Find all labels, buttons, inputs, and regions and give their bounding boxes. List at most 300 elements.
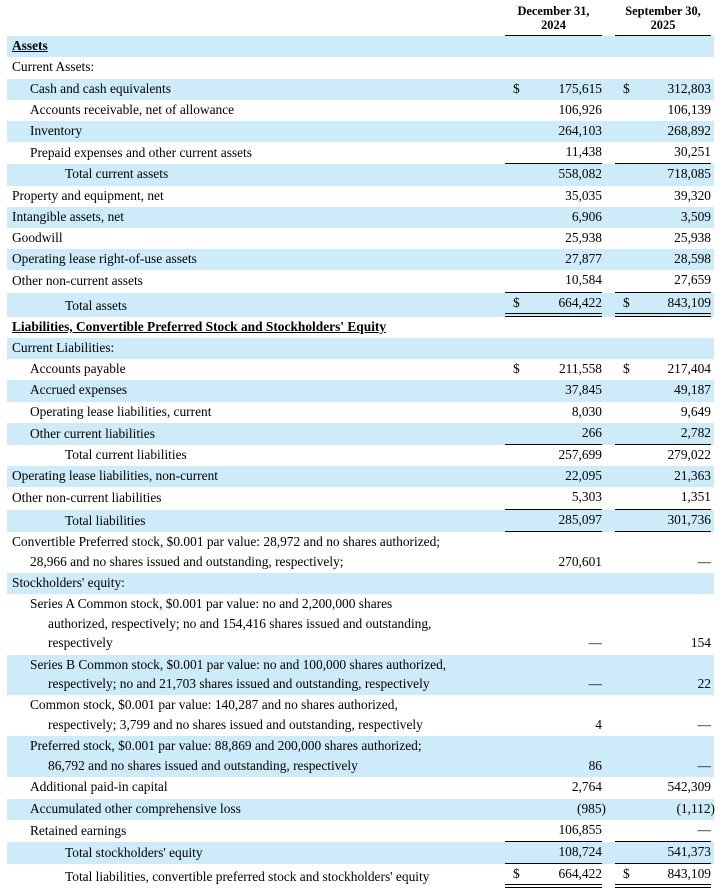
- row-label: [7, 164, 505, 185]
- amount-cell-period-2: [615, 164, 711, 185]
- amount-cell-period-2: [615, 466, 711, 487]
- amount-columns: [505, 532, 714, 573]
- amount-cell-period-1: [505, 695, 602, 736]
- table-row: [7, 359, 714, 380]
- row-label: [7, 402, 505, 423]
- row-label: [7, 573, 505, 594]
- column-gap: [602, 164, 615, 185]
- row-label-line: Current Assets:: [12, 59, 95, 75]
- row-label-line: authorized, respectively; no and 154,416 shares issued and outstanding,: [48, 615, 432, 631]
- amount-value: —: [697, 553, 711, 569]
- right-pad: [711, 842, 714, 864]
- column-header-date-line2: 2025: [650, 17, 676, 32]
- row-label-line: respectively; 3,799 and no shares issued and outstanding, respectively: [48, 717, 423, 733]
- amount-cell-period-2: [615, 445, 711, 466]
- amount-cell-period-1: [505, 777, 602, 798]
- amount-value: 106,139: [667, 101, 711, 117]
- amount-cell-period-1: [505, 164, 602, 185]
- row-label: [7, 121, 505, 142]
- right-pad: [711, 359, 714, 380]
- row-label-line: Assets: [12, 38, 48, 54]
- table-row: [7, 186, 714, 207]
- right-pad: [711, 228, 714, 249]
- row-label: [7, 842, 505, 864]
- column-gap: [602, 655, 615, 696]
- column-gap: [602, 36, 615, 57]
- amount-cell-period-1: [505, 510, 602, 532]
- amount-cell-period-1: [505, 57, 602, 78]
- amount-columns: [505, 380, 714, 401]
- column-gap: [602, 57, 615, 78]
- right-pad: [711, 777, 714, 798]
- table-body: [0, 36, 722, 888]
- amount-value: 542,309: [667, 779, 711, 795]
- amount-cell-period-1: [505, 249, 602, 270]
- amount-cell-period-2: [615, 864, 711, 888]
- row-label: [7, 359, 505, 380]
- amount-cell-period-2: [615, 510, 711, 532]
- amount-columns: [505, 293, 714, 317]
- amount-cell-period-1: [505, 270, 602, 292]
- amount-columns: [505, 79, 714, 100]
- column-gap: [602, 186, 615, 207]
- amount-cell-period-1: [505, 573, 602, 594]
- row-label: [7, 487, 505, 509]
- amount-cell-period-2: [615, 36, 711, 57]
- column-gap: [602, 338, 615, 359]
- row-label-line: 86,792 and no shares issued and outstanding, respectively: [48, 758, 358, 774]
- amount-value: 49,187: [674, 382, 711, 398]
- column-gap: [602, 736, 615, 777]
- table-row: [7, 799, 714, 820]
- amount-columns: [505, 186, 714, 207]
- row-label: [7, 594, 505, 655]
- amount-value: 312,803: [667, 80, 711, 96]
- table-row: [7, 532, 714, 573]
- amount-cell-period-1: [505, 532, 602, 573]
- column-gap: [602, 207, 615, 228]
- amount-value: 3,509: [680, 208, 711, 224]
- amount-value: 211,558: [558, 361, 602, 377]
- amount-cell-period-2: [615, 293, 711, 317]
- row-label-line: Other non-current liabilities: [12, 490, 162, 506]
- amount-value: 11,438: [565, 144, 602, 160]
- amount-cell-period-1: [505, 445, 602, 466]
- amount-columns: [505, 655, 714, 696]
- right-pad: [711, 79, 714, 100]
- row-label-line: Other current liabilities: [30, 425, 155, 441]
- dollar-sign: $: [623, 361, 630, 377]
- row-label-line: Additional paid-in capital: [30, 779, 168, 795]
- amount-columns: [505, 121, 714, 142]
- amount-value: 264,103: [558, 123, 602, 138]
- column-gap: [602, 249, 615, 270]
- row-label: [7, 36, 505, 57]
- amount-cell-period-1: [505, 121, 602, 142]
- amount-columns: [505, 359, 714, 380]
- column-gap: [602, 573, 615, 594]
- table-row: [7, 293, 714, 317]
- amount-columns: [505, 270, 714, 292]
- dollar-sign: $: [623, 866, 630, 882]
- right-pad: [711, 466, 714, 487]
- amount-cell-period-1: [505, 36, 602, 57]
- amount-value: 301,736: [667, 511, 711, 527]
- amount-value: 108,724: [558, 843, 602, 859]
- right-pad: [711, 445, 714, 466]
- column-header-date-line1: December 31,: [517, 4, 590, 18]
- amount-value: 9,649: [680, 403, 711, 419]
- right-pad: [711, 317, 714, 338]
- right-pad: [711, 736, 714, 777]
- row-label: [7, 338, 505, 359]
- table-row: [7, 864, 714, 888]
- row-label: [7, 695, 505, 736]
- row-label: [7, 249, 505, 270]
- dollar-sign: $: [513, 294, 520, 310]
- table-row: [7, 842, 714, 864]
- amount-value: (1,112): [676, 800, 715, 816]
- row-label-line: Total liabilities: [65, 512, 146, 528]
- table-row: [7, 317, 714, 338]
- table-row: [7, 249, 714, 270]
- amount-columns: [505, 249, 714, 270]
- amount-value: 8,030: [571, 403, 602, 419]
- table-row: [7, 338, 714, 359]
- right-pad: [711, 594, 714, 655]
- right-pad: [711, 57, 714, 78]
- row-label-line: Liabilities, Convertible Preferred Stock and Stockholders' Equity: [12, 318, 387, 334]
- amount-value: (985): [576, 800, 606, 816]
- column-gap: [602, 228, 615, 249]
- row-label: [7, 799, 505, 820]
- amount-value: 35,035: [565, 187, 602, 203]
- row-label: [7, 736, 505, 777]
- amount-cell-period-2: [615, 228, 711, 249]
- column-gap: [602, 695, 615, 736]
- amount-value: —: [588, 676, 602, 692]
- amount-cell-period-2: [615, 695, 711, 736]
- table-row: [7, 36, 714, 57]
- row-label-line: Stockholders' equity:: [12, 574, 125, 590]
- amount-value: 558,082: [558, 166, 602, 182]
- amount-cell-period-2: [615, 594, 711, 655]
- amount-cell-period-2: [615, 186, 711, 207]
- row-label: [7, 532, 505, 573]
- right-pad: [711, 799, 714, 820]
- amount-columns: [505, 842, 714, 864]
- dollar-sign: $: [623, 80, 630, 96]
- column-gap: [602, 317, 615, 338]
- column-gap: [602, 79, 615, 100]
- column-gap: [602, 842, 615, 864]
- table-row: [7, 736, 714, 777]
- amount-cell-period-2: [615, 79, 711, 100]
- right-pad: [711, 487, 714, 509]
- column-gap: [602, 293, 615, 317]
- amount-columns: [505, 207, 714, 228]
- row-label: [7, 207, 505, 228]
- amount-columns: [505, 820, 714, 842]
- table-row: [7, 402, 714, 423]
- dollar-sign: $: [513, 80, 520, 96]
- row-label: [7, 655, 505, 696]
- amount-value: 1,351: [680, 489, 711, 505]
- column-gap: [602, 100, 615, 121]
- table-row: [7, 164, 714, 185]
- column-gap: [602, 799, 615, 820]
- row-label-line: Total assets: [65, 297, 127, 313]
- amount-value: 22,095: [565, 468, 602, 484]
- column-gap: [602, 864, 615, 888]
- column-gap: [602, 142, 615, 164]
- row-label: [7, 423, 505, 445]
- row-label-line: Current Liabilities:: [12, 340, 115, 356]
- right-pad: [711, 532, 714, 573]
- row-label: [7, 466, 505, 487]
- row-label: [7, 186, 505, 207]
- amount-cell-period-1: [505, 79, 602, 100]
- table-row: [7, 228, 714, 249]
- amount-cell-period-2: [615, 249, 711, 270]
- table-row: [7, 57, 714, 78]
- right-pad: [711, 655, 714, 696]
- table-row: [7, 121, 714, 142]
- amount-cell-period-1: [505, 842, 602, 864]
- amount-value: —: [697, 821, 711, 837]
- row-label-line: Operating lease liabilities, non-current: [12, 468, 218, 484]
- amount-columns: [505, 466, 714, 487]
- amount-value: 37,845: [565, 382, 602, 398]
- amount-columns: [505, 864, 714, 888]
- right-pad: [711, 380, 714, 401]
- amount-value: 86: [588, 758, 602, 774]
- row-label: [7, 864, 505, 888]
- row-label-line: Property and equipment, net: [12, 187, 164, 203]
- row-label: [7, 317, 505, 338]
- row-label-line: Total current liabilities: [65, 447, 187, 463]
- right-pad: [711, 186, 714, 207]
- amount-cell-period-2: [615, 820, 711, 842]
- right-pad: [711, 270, 714, 292]
- row-label: [7, 777, 505, 798]
- amount-cell-period-1: [505, 402, 602, 423]
- amount-value: 843,109: [667, 294, 711, 310]
- column-gap: [602, 777, 615, 798]
- amount-columns: [505, 573, 714, 594]
- amount-columns: [505, 36, 714, 57]
- table-row: [7, 445, 714, 466]
- amount-columns: [505, 799, 714, 820]
- column-gap: [602, 510, 615, 532]
- row-label: [7, 445, 505, 466]
- table-row: [7, 573, 714, 594]
- row-label-line: Operating lease right-of-use assets: [12, 251, 197, 267]
- amount-value: 268,892: [667, 123, 711, 138]
- row-label-line: Common stock, $0.001 par value: 140,287 and no shares authorized,: [30, 697, 398, 713]
- amount-cell-period-2: [615, 57, 711, 78]
- amount-value: 106,855: [558, 821, 602, 837]
- row-label: [7, 510, 505, 532]
- amount-columns: [505, 100, 714, 121]
- amount-cell-period-2: [615, 207, 711, 228]
- amount-value: —: [697, 717, 711, 733]
- dollar-sign: $: [513, 866, 520, 882]
- amount-value: 39,320: [674, 187, 711, 203]
- amount-cell-period-2: [615, 270, 711, 292]
- row-label-line: Total stockholders' equity: [65, 844, 203, 860]
- amount-cell-period-1: [505, 466, 602, 487]
- amount-cell-period-2: [615, 842, 711, 864]
- amount-cell-period-2: [615, 423, 711, 445]
- amount-value: 266: [581, 424, 602, 440]
- amount-cell-period-2: [615, 142, 711, 164]
- right-pad: [711, 36, 714, 57]
- table-row: [7, 777, 714, 798]
- row-label: [7, 100, 505, 121]
- amount-value: 664,422: [558, 866, 602, 882]
- amount-cell-period-1: [505, 423, 602, 445]
- row-label-line: Preferred stock, $0.001 par value: 88,869 and 200,000 shares authorized;: [30, 738, 422, 754]
- amount-value: 664,422: [558, 294, 602, 310]
- row-label: [7, 293, 505, 317]
- amount-cell-period-2: [615, 121, 711, 142]
- amount-columns: [505, 510, 714, 532]
- amount-columns: [505, 487, 714, 509]
- amount-cell-period-1: [505, 207, 602, 228]
- row-label: [7, 79, 505, 100]
- amount-value: 4: [595, 717, 602, 733]
- table-row: [7, 79, 714, 100]
- table-row: [7, 695, 714, 736]
- row-label-line: Intangible assets, net: [12, 208, 124, 224]
- amount-value: 25,938: [565, 230, 602, 246]
- right-pad: [711, 510, 714, 532]
- row-label-line: Total current assets: [65, 166, 169, 182]
- table-row: [7, 655, 714, 696]
- amount-value: 10,584: [565, 272, 602, 288]
- amount-cell-period-1: [505, 293, 602, 317]
- column-header-row: [7, 5, 714, 36]
- amount-cell-period-1: [505, 338, 602, 359]
- amount-columns: [505, 402, 714, 423]
- row-label-line: respectively: [48, 635, 113, 651]
- column-gap: [602, 487, 615, 509]
- amount-value: —: [697, 758, 711, 774]
- column-gap: [602, 466, 615, 487]
- right-pad: [711, 695, 714, 736]
- amount-cell-period-1: [505, 380, 602, 401]
- column-header-date-line2: 2024: [541, 17, 566, 32]
- amount-cell-period-2: [615, 338, 711, 359]
- amount-columns: [505, 142, 714, 164]
- right-pad: [711, 207, 714, 228]
- right-pad: [711, 164, 714, 185]
- amount-cell-period-1: [505, 820, 602, 842]
- amount-columns: [505, 57, 714, 78]
- amount-cell-period-1: [505, 100, 602, 121]
- amount-columns: [505, 777, 714, 798]
- amount-cell-period-2: [615, 487, 711, 509]
- amount-value: 2,782: [680, 424, 711, 440]
- amount-cell-period-2: [615, 402, 711, 423]
- column-gap: [602, 594, 615, 655]
- amount-value: 22: [697, 676, 711, 692]
- amount-value: 25,938: [674, 230, 711, 246]
- amount-cell-period-1: [505, 142, 602, 164]
- table-row: [7, 380, 714, 401]
- amount-columns: [505, 423, 714, 445]
- amount-cell-period-2: [615, 799, 715, 820]
- right-pad: [711, 121, 714, 142]
- column-header-period-2: [615, 5, 711, 36]
- amount-value: 843,109: [667, 866, 711, 882]
- row-label-line: Inventory: [30, 123, 83, 138]
- amount-cell-period-2: [615, 655, 711, 696]
- amount-value: 21,363: [674, 468, 711, 484]
- amount-value: 718,085: [667, 166, 711, 182]
- amount-cell-period-2: [615, 573, 711, 594]
- amount-columns: [505, 445, 714, 466]
- row-label-line: Retained earnings: [30, 822, 127, 838]
- amount-value: 27,877: [565, 251, 602, 267]
- row-label-line: Accounts payable: [30, 361, 126, 377]
- amount-value: 285,097: [558, 511, 602, 527]
- amount-value: —: [588, 635, 602, 651]
- amount-value: 279,022: [667, 447, 711, 463]
- row-label: [7, 380, 505, 401]
- amount-cell-period-2: [615, 100, 711, 121]
- right-pad: [711, 573, 714, 594]
- amount-cell-period-2: [615, 532, 711, 573]
- amount-cell-period-2: [615, 736, 711, 777]
- right-pad: [711, 338, 714, 359]
- column-gap: [602, 270, 615, 292]
- table-row: [7, 510, 714, 532]
- row-label-line: Other non-current assets: [12, 273, 143, 289]
- amount-value: 27,659: [674, 272, 711, 288]
- amount-value: 30,251: [674, 144, 711, 160]
- amount-cell-period-1: [505, 317, 602, 338]
- amount-value: 6,906: [571, 208, 602, 224]
- table-row: [7, 207, 714, 228]
- right-pad: [711, 820, 714, 842]
- column-gap: [602, 445, 615, 466]
- amount-cell-period-1: [505, 186, 602, 207]
- amount-cell-period-2: [615, 380, 711, 401]
- row-label: [7, 228, 505, 249]
- amount-value: 154: [690, 635, 711, 651]
- amount-value: 5,303: [571, 489, 602, 505]
- amount-value: 28,598: [674, 251, 711, 267]
- amount-value: 106,926: [558, 101, 602, 117]
- amount-cell-period-2: [615, 359, 711, 380]
- column-gap: [602, 121, 615, 142]
- row-label-line: Operating lease liabilities, current: [30, 403, 212, 419]
- column-gap: [602, 359, 615, 380]
- table-row: [7, 820, 714, 842]
- row-label-line: Accounts receivable, net of allowance: [30, 101, 235, 117]
- amount-cell-period-2: [615, 317, 711, 338]
- column-gap: [602, 402, 615, 423]
- row-label-line: Series B Common stock, $0.001 par value: no and 100,000 shares authorized,: [30, 656, 447, 672]
- table-row: [7, 270, 714, 292]
- row-label-line: Prepaid expenses and other current assets: [30, 145, 252, 161]
- column-gap: [602, 820, 615, 842]
- row-label-line: 28,966 and no shares issued and outstanding, respectively;: [30, 553, 344, 569]
- table-row: [7, 100, 714, 121]
- amount-cell-period-1: [505, 655, 602, 696]
